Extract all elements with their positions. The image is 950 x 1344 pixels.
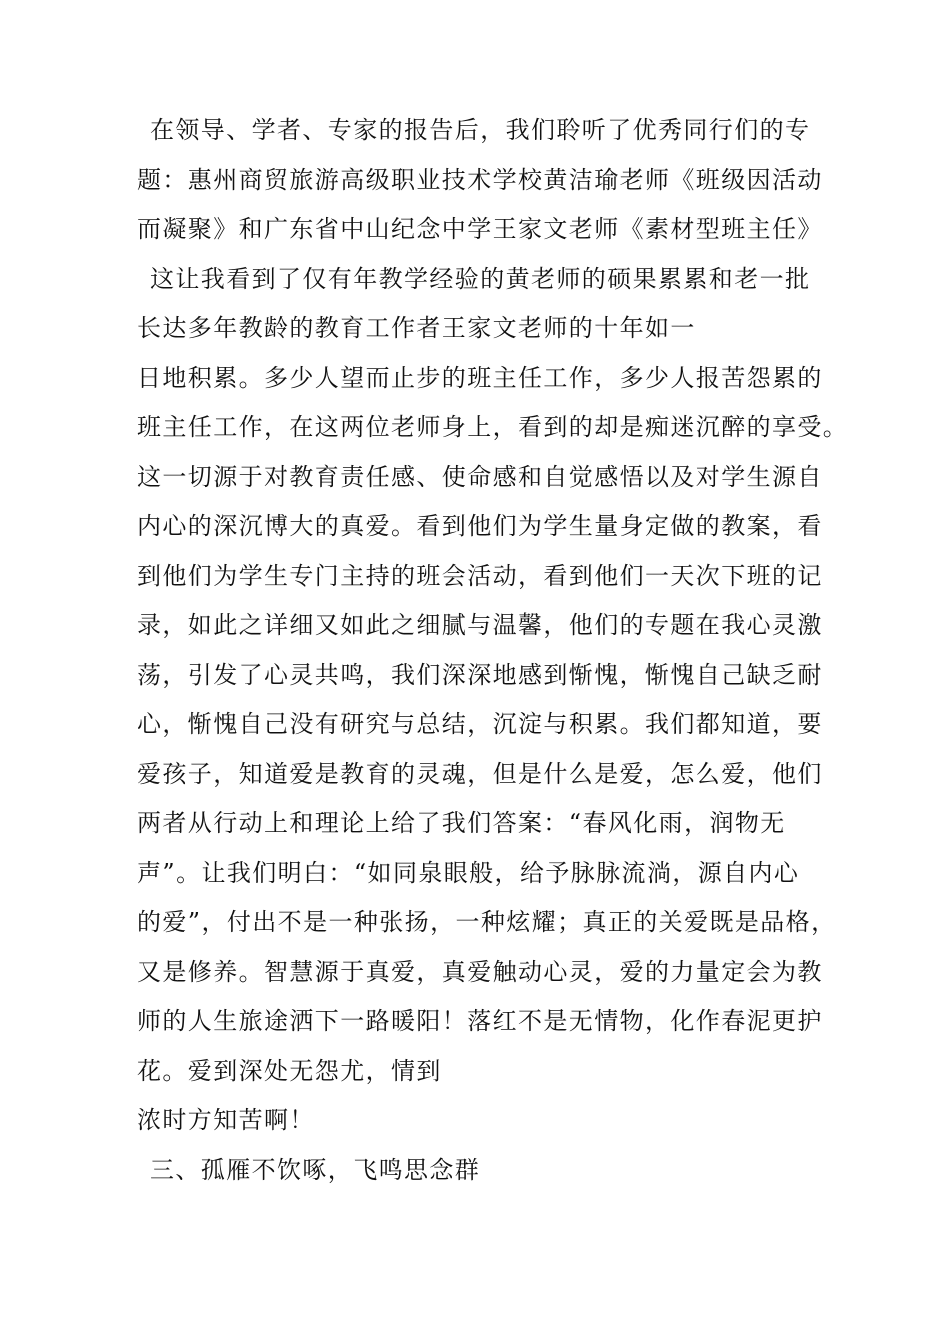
text-line-20: 花。爱到深处无怨尤，情到	[137, 1057, 442, 1085]
text-line-1: 在领导、学者、专家的报告后，我们聆听了优秀同行们的专	[150, 116, 811, 144]
text-line-6: 日地积累。多少人望而止步的班主任工作，多少人报苦怨累的	[137, 364, 823, 392]
text-line-21: 浓时方知苦啊！	[137, 1106, 315, 1134]
text-line-11: 录，如此之详细又如此之细腻与温馨，他们的专题在我心灵激	[137, 611, 823, 639]
text-line-15: 两者从行动上和理论上给了我们答案：“春风化雨，润物无	[137, 809, 786, 837]
text-line-12: 荡，引发了心灵共鸣，我们深深地感到惭愧，惭愧自己缺乏耐	[137, 661, 823, 689]
text-line-8: 这一切源于对教育责任感、使命感和自觉感悟以及对学生源自	[137, 463, 823, 491]
text-line-10: 到他们为学生专门主持的班会活动，看到他们一天次下班的记	[137, 562, 823, 590]
section-heading: 三、孤雁不饮啄，飞鸣思念群	[150, 1156, 481, 1184]
text-line-5: 长达多年教龄的教育工作者王家文老师的十年如一	[137, 314, 696, 342]
text-line-2: 题：惠州商贸旅游高级职业技术学校黄洁瑜老师《班级因活动	[137, 166, 823, 194]
text-line-19: 师的人生旅途洒下一路暖阳！落红不是无情物，化作春泥更护	[137, 1007, 823, 1035]
text-line-7: 班主任工作，在这两位老师身上，看到的却是痴迷沉醉的享受。	[137, 413, 849, 441]
text-line-3: 而凝聚》和广东省中山纪念中学王家文老师《素材型班主任》	[137, 215, 823, 243]
text-line-4: 这让我看到了仅有年教学经验的黄老师的硕果累累和老一批	[150, 265, 811, 293]
text-line-16: 声”。让我们明白：“如同泉眼般，给予脉脉流淌，源自内心	[137, 859, 800, 887]
text-line-9: 内心的深沉博大的真爱。看到他们为学生量身定做的教案，看	[137, 512, 823, 540]
text-line-18: 又是修养。智慧源于真爱，真爱触动心灵，爱的力量定会为教	[137, 958, 823, 986]
text-line-13: 心，惭愧自己没有研究与总结，沉淀与积累。我们都知道，要	[137, 710, 823, 738]
text-line-17: 的爱”，付出不是一种张扬，一种炫耀；真正的关爱既是品格，	[137, 908, 837, 936]
text-line-14: 爱孩子，知道爱是教育的灵魂，但是什么是爱，怎么爱，他们	[137, 760, 823, 788]
